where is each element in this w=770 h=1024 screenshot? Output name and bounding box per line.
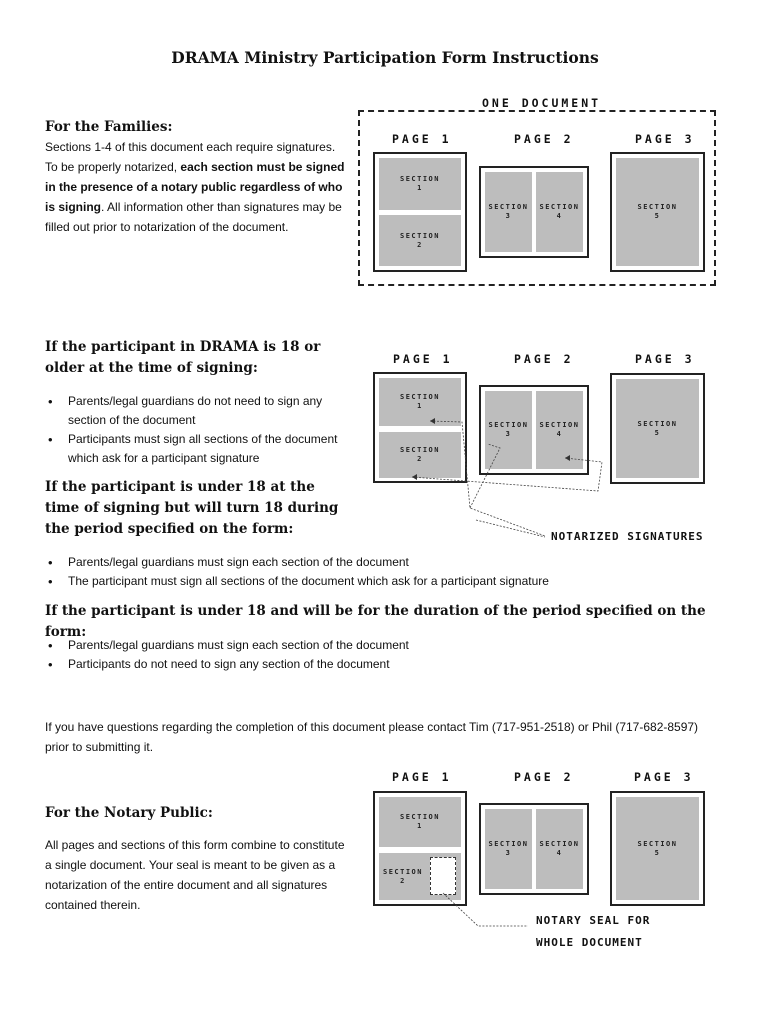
notary-seal-label-line2: WHOLE DOCUMENT — [536, 936, 643, 949]
diagram2-page1-label: PAGE 1 — [393, 352, 453, 366]
section-label: SECTION 2 — [399, 231, 440, 249]
section-label: SECTION 2 — [382, 867, 423, 885]
section-label: SECTION 5 — [637, 419, 678, 437]
section-label: SECTION 3 — [488, 203, 529, 220]
list-item: • Participants must sign all sections of the document which ask for a participant signature — [46, 430, 346, 468]
diagram3-page1-label: PAGE 1 — [392, 770, 452, 784]
section-label: SECTION 4 — [539, 421, 580, 438]
list-item: • Parents/legal guardians must sign each section of the document — [46, 636, 726, 655]
section-label: SECTION 1 — [399, 175, 440, 192]
diagram2-page3-label: PAGE 3 — [635, 352, 695, 366]
families-heading: For the Families: — [45, 119, 173, 135]
diagram1-page2-label: PAGE 2 — [514, 132, 574, 146]
section-label: SECTION 5 — [637, 839, 678, 857]
diagram1-page3-label: PAGE 3 — [635, 132, 695, 146]
diagram3-page3-label: PAGE 3 — [634, 770, 694, 784]
section-label: SECTION 4 — [539, 203, 580, 220]
section-label: SECTION 1 — [399, 813, 440, 830]
families-text-b: . All information other than signatures may be filled out prior to notarization of the document. — [45, 200, 342, 234]
list-item: • Parents/legal guardians must sign each section of the document — [46, 553, 726, 572]
turning18-heading: If the participant is under 18 at the time of signing but will turn 18 during the period specified on the form: — [45, 479, 339, 537]
diagram1-page1-label: PAGE 1 — [392, 132, 452, 146]
page-title: DRAMA Ministry Participation Form Instructions — [171, 48, 599, 67]
contact-text: If you have questions regarding the completion of this document please contact Tim (717-951-2518) or Phil (717-682-8597) prior to submitting it. — [45, 720, 699, 754]
minor-heading: If the participant is under 18 and will be for the duration of the period specified on the form: — [45, 603, 706, 640]
list-item: • The participant must sign all sections of the document which ask for a participant signature — [46, 572, 726, 591]
families-text-a: Sections 1-4 of this document each require signatures. To be properly notarized, — [45, 140, 336, 174]
section-label: SECTION 3 — [488, 421, 529, 438]
section-label: SECTION 4 — [539, 840, 580, 857]
list-item: • Participants do not need to sign any section of the document — [46, 655, 726, 674]
section-label: SECTION 2 — [399, 446, 440, 463]
section-label: SECTION 3 — [488, 840, 529, 857]
families-text-bold: each section must be signed in the presence of a notary public regardless of who is signing — [45, 160, 345, 214]
one-document-label: ONE DOCUMENT — [482, 96, 602, 110]
adult-heading: If the participant in DRAMA is 18 or older at the time of signing: — [45, 339, 321, 376]
diagram3-page2-label: PAGE 2 — [514, 770, 574, 784]
section-label: SECTION 1 — [399, 393, 440, 410]
notary-seal-label-line1: NOTARY SEAL FOR — [536, 914, 651, 927]
notarized-signatures-label: NOTARIZED SIGNATURES — [551, 530, 704, 543]
notary-heading: For the Notary Public: — [45, 805, 213, 821]
notary-text: All pages and sections of this form combine to constitute a single document. Your seal is meant to be given as a notarization of the entire document and all signatures contained therein. — [45, 838, 345, 912]
diagram2-page2-label: PAGE 2 — [514, 352, 574, 366]
section-label: SECTION 5 — [637, 203, 678, 220]
list-item: • Parents/legal guardians do not need to sign any section of the document — [46, 392, 346, 430]
